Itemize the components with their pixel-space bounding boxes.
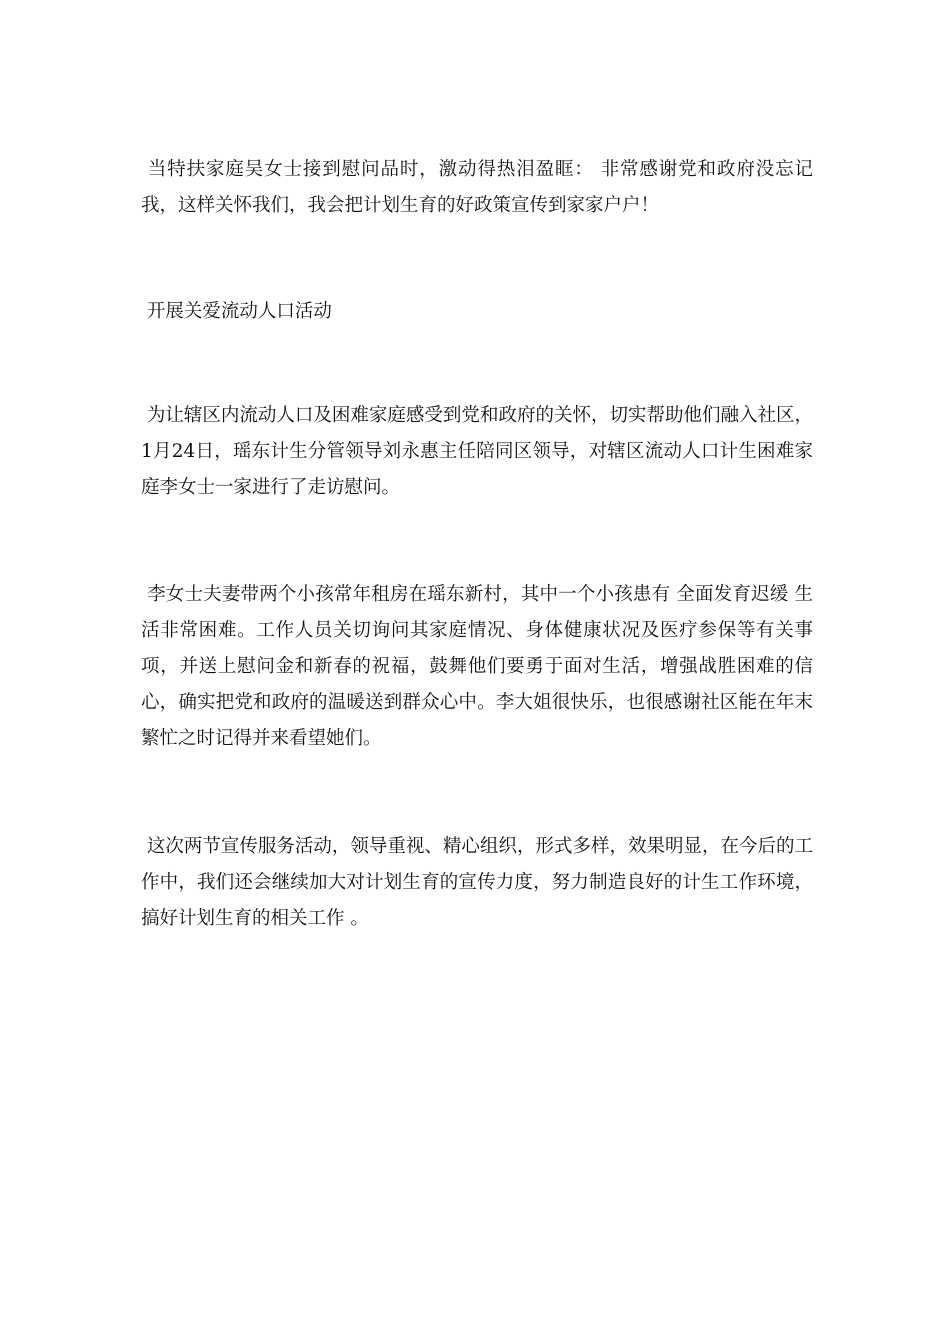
paragraph-family-situation: 李女士夫妻带两个小孩常年租房在瑶东新村，其中一个小孩患有 全面发育迟缓 生活非常困难。工作人员关切询问其家庭情况、身体健康状况及医疗参保等有关事项，并送上慰问金和新春的祝福，鼓舞他们要勇于面对生活，增强战胜困难的信心，确实把党和政府的温暖送到群众心中。李大姐很快乐，也很感谢社区能在年末繁忙之时记得并来看望她们。 — [141, 584, 814, 749]
section-heading-floating-population: 开展关爱流动人口活动 — [141, 301, 332, 322]
paragraph-thanks-quote: 当特扶家庭吴女士接到慰问品时，激动得热泪盈眶： 非常感谢党和政府没忘记我，这样关怀我们，我会把计划生育的好政策宣传到家家户户！ — [141, 159, 813, 216]
paragraph-visit-announcement: 为让辖区内流动人口及困难家庭感受到党和政府的关怀，切实帮助他们融入社区， 1月24日，瑶东计生分管领导刘永惠主任陪同区领导，对辖区流动人口计生困难家庭李女士一家进行了走访慰问。 — [141, 405, 819, 498]
paragraph-conclusion: 这次两节宣传服务活动，领导重视、精心组织，形式多样，效果明显，在今后的工作中，我们还会继续加大对计划生育的宣传力度，努力制造良好的计生工作环境，搞好计划生育的相关工作 。 — [141, 836, 813, 929]
